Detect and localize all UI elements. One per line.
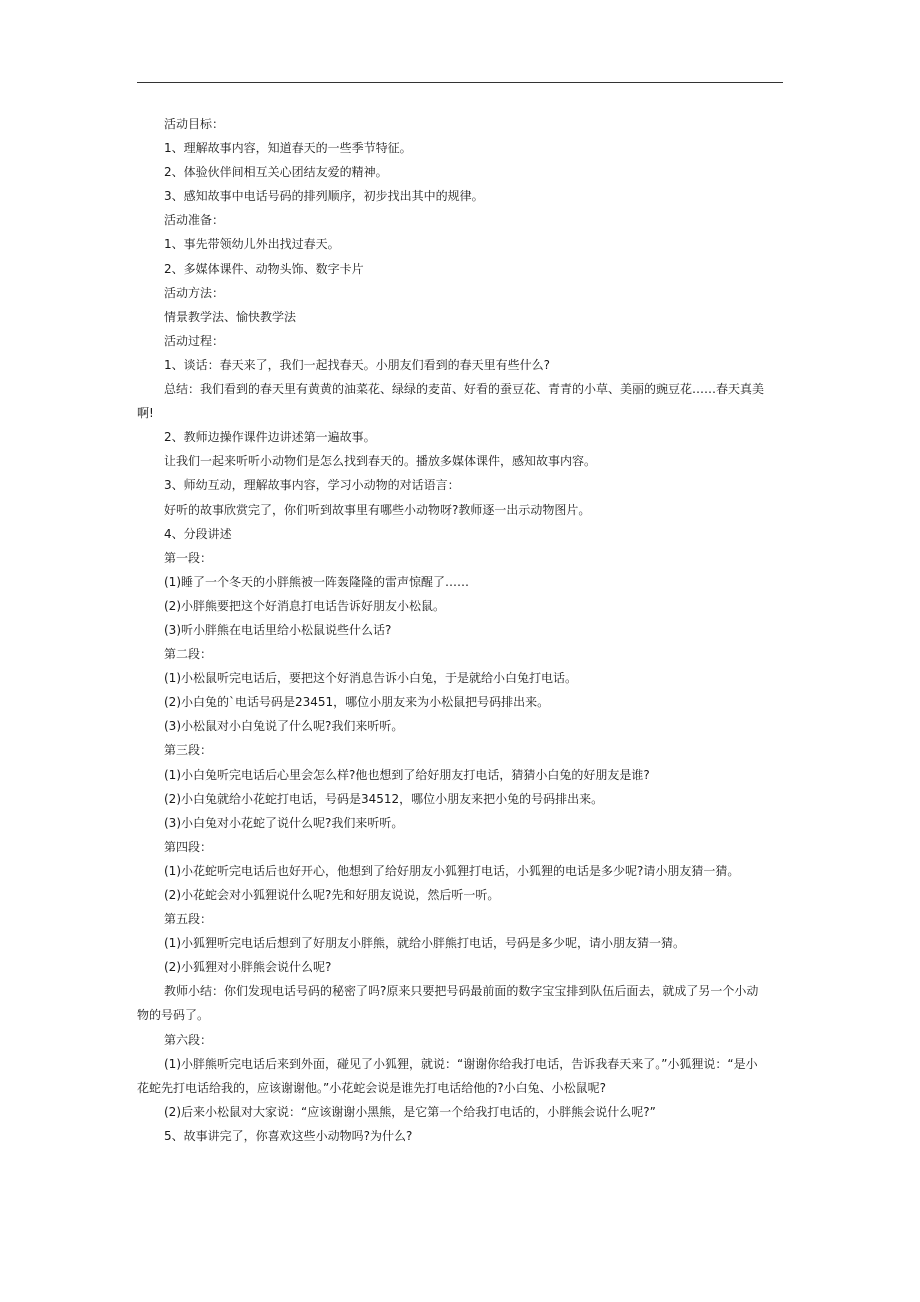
section-3-item-3: (3)小白兔对小花蛇了说什么呢?我们来听听。 — [164, 815, 404, 830]
summary-line-1: 总结：我们看到的春天里有黄黄的油菜花、绿绿的麦苗、好看的蚕豆花、青青的小草、美丽的豌豆花……春天真美 — [164, 382, 765, 397]
teacher-summary-line-1: 教师小结：你们发现电话号码的秘密了吗?原来只要把号码最前面的数字宝宝排到队伍后面去，就成了另一个小动 — [164, 984, 759, 999]
method-text: 情景教学法、愉快教学法 — [164, 309, 297, 324]
goal-item-3: 3、感知故事中电话号码的排列顺序，初步找出其中的规律。 — [164, 189, 484, 204]
process-step-2: 2、教师边操作课件边讲述第一遍故事。 — [164, 430, 376, 445]
header-rule — [137, 82, 783, 83]
section-6-title: 第六段： — [164, 1032, 213, 1047]
section-3-title: 第三段： — [164, 743, 213, 758]
summary-paragraph — [137, 377, 784, 425]
summary-line-2: 啊! — [137, 406, 154, 421]
section-6-item-1-line-1: (1)小胖熊听完电话后来到外面，碰见了小狐狸，就说：“谢谢你给我打电话，告诉我春天来了。”小狐狸说：“是小 — [164, 1056, 758, 1071]
heading-method: 活动方法： — [164, 285, 225, 300]
document-body — [137, 112, 784, 1148]
teacher-summary-line-2: 物的号码了。 — [137, 1008, 210, 1023]
section-4-item-1: (1)小花蛇听完电话后也好开心，他想到了给好朋友小狐狸打电话，小狐狸的电话是多少呢?请小朋友猜一猜。 — [164, 863, 740, 878]
heading-preparation: 活动准备： — [164, 213, 225, 228]
section-2-title: 第二段： — [164, 647, 213, 662]
heading-process: 活动过程： — [164, 333, 225, 348]
prep-item-1: 1、事先带领幼儿外出找过春天。 — [164, 237, 340, 252]
process-step-1: 1、谈话：春天来了，我们一起找春天。小朋友们看到的春天里有些什么? — [164, 357, 551, 372]
section-1-item-2: (2)小胖熊要把这个好消息打电话告诉好朋友小松鼠。 — [164, 598, 446, 613]
goal-item-1: 1、理解故事内容，知道春天的一些季节特征。 — [164, 141, 412, 156]
prep-item-2: 2、多媒体课件、动物头饰、数字卡片 — [164, 261, 364, 276]
section-2-item-1: (1)小松鼠听完电话后，要把这个好消息告诉小白兔，于是就给小白兔打电话。 — [164, 671, 578, 686]
section-6-item-1-line-2: 花蛇先打电话给我的，应该谢谢他。”小花蛇会说是谁先打电话给他的?小白兔、小松鼠呢? — [137, 1080, 606, 1095]
section-3-item-2: (2)小白兔就给小花蛇打电话，号码是34512，哪位小朋友来把小兔的号码排出来。 — [164, 791, 604, 806]
section-2-item-3: (3)小松鼠对小白兔说了什么呢?我们来听听。 — [164, 719, 404, 734]
section-1-title: 第一段： — [164, 550, 213, 565]
process-text-2: 让我们一起来听听小动物们是怎么找到春天的。播放多媒体课件，感知故事内容。 — [164, 454, 597, 469]
section-5-item-2: (2)小狐狸对小胖熊会说什么呢? — [164, 960, 332, 975]
section-5-item-1: (1)小狐狸听完电话后想到了好朋友小胖熊，就给小胖熊打电话，号码是多少呢，请小朋友猜一猜。 — [164, 936, 686, 951]
section-5-title: 第五段： — [164, 912, 213, 927]
process-step-5: 5、故事讲完了，你喜欢这些小动物吗?为什么? — [164, 1128, 413, 1143]
section-4-title: 第四段： — [164, 839, 213, 854]
section-6-paragraph-1 — [137, 1052, 784, 1100]
section-3-item-1: (1)小白兔听完电话后心里会怎么样?他也想到了给好朋友打电话，猜猜小白兔的好朋友是谁? — [164, 767, 650, 782]
section-4-item-2: (2)小花蛇会对小狐狸说什么呢?先和好朋友说说，然后听一听。 — [164, 888, 500, 902]
teacher-summary-paragraph — [137, 979, 784, 1027]
process-step-4: 4、分段讲述 — [164, 526, 232, 541]
process-text-3: 好听的故事欣赏完了，你们听到故事里有哪些小动物呀?教师逐一出示动物图片。 — [164, 502, 591, 517]
section-6-item-2: (2)后来小松鼠对大家说：“应该谢谢小黑熊，是它第一个给我打电话的，小胖熊会说什么呢?” — [164, 1104, 656, 1119]
section-1-item-1: (1)睡了一个冬天的小胖熊被一阵轰隆隆的雷声惊醒了…… — [164, 574, 470, 589]
section-1-item-3: (3)听小胖熊在电话里给小松鼠说些什么话? — [164, 622, 392, 637]
process-step-3: 3、师幼互动，理解故事内容，学习小动物的对话语言： — [164, 478, 460, 493]
section-2-item-2: (2)小白兔的`电话号码是23451，哪位小朋友来为小松鼠把号码排出来。 — [164, 695, 550, 710]
goal-item-2: 2、体验伙伴间相互关心团结友爱的精神。 — [164, 165, 388, 180]
heading-goals: 活动目标： — [164, 117, 225, 131]
